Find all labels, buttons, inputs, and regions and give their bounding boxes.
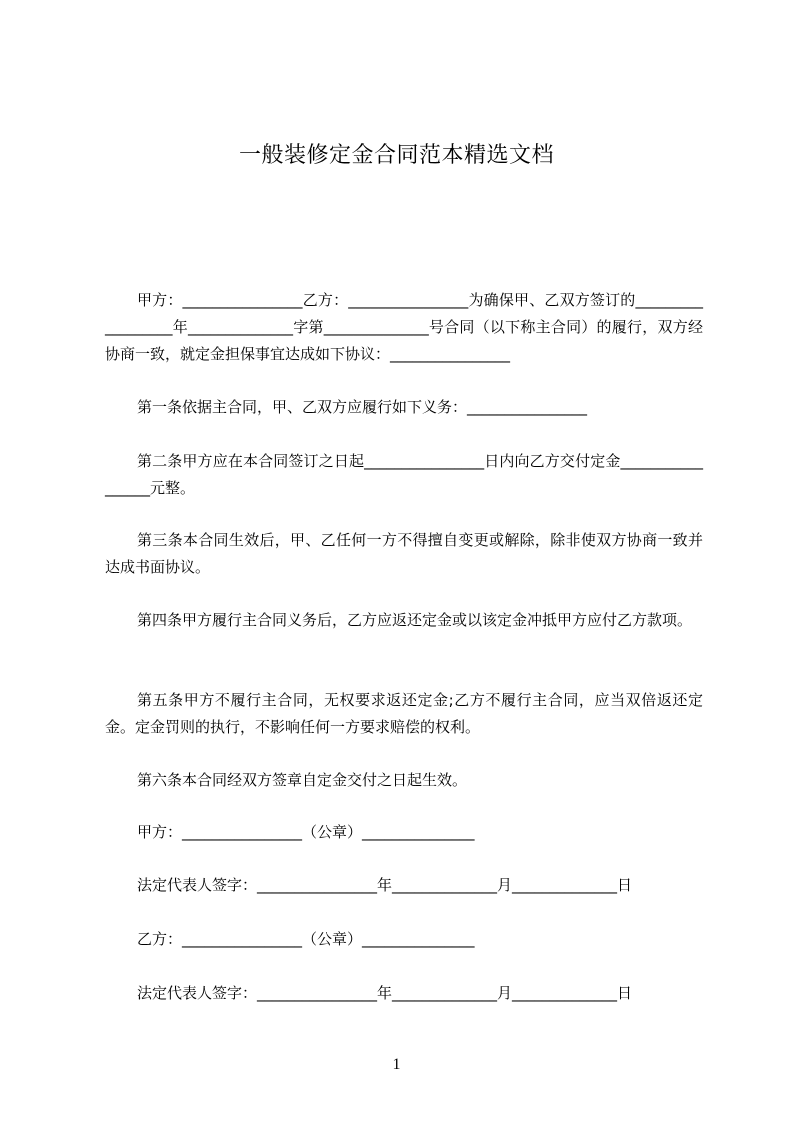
intro-paragraph: 甲方：________________乙方：________________为确保甲、乙双方签订的__________________年______________字第______________号合同（以下称主合同）的履行，双方经协商一致，就定金担保事宜达成如下协议：________________ <box>105 291 703 363</box>
article-1: 第一条依据主合同，甲、乙双方应履行如下义务：________________ <box>137 398 588 416</box>
party-b-signature: 乙方：________________（公章）_______________ <box>137 930 475 948</box>
party-a-signature: 甲方：________________（公章）_______________ <box>137 823 475 841</box>
article-2: 第二条甲方应在本合同签订之日起________________日内向乙方交付定金_________________元整。 <box>105 452 703 497</box>
party-b-representative: 法定代表人签字：________________年______________月______________日 <box>137 984 633 1002</box>
article-5: 第五条甲方不履行主合同，无权要求返还定金;乙方不履行主合同，应当双倍返还定金。定金罚则的执行，不影响任何一方要求赔偿的权利。 <box>105 691 703 736</box>
page-number: 1 <box>392 1056 401 1073</box>
document-title: 一般装修定金合同范本精选文档 <box>238 143 554 168</box>
article-3: 第三条本合同生效后，甲、乙任何一方不得擅自变更或解除，除非使双方协商一致并达成书面协议。 <box>105 531 703 576</box>
party-a-representative: 法定代表人签字：________________年______________月______________日 <box>137 876 633 894</box>
article-4: 第四条甲方履行主合同义务后，乙方应返还定金或以该定金冲抵甲方应付乙方款项。 <box>137 611 693 629</box>
article-6: 第六条本合同经双方签章自定金交付之日起生效。 <box>137 771 468 789</box>
